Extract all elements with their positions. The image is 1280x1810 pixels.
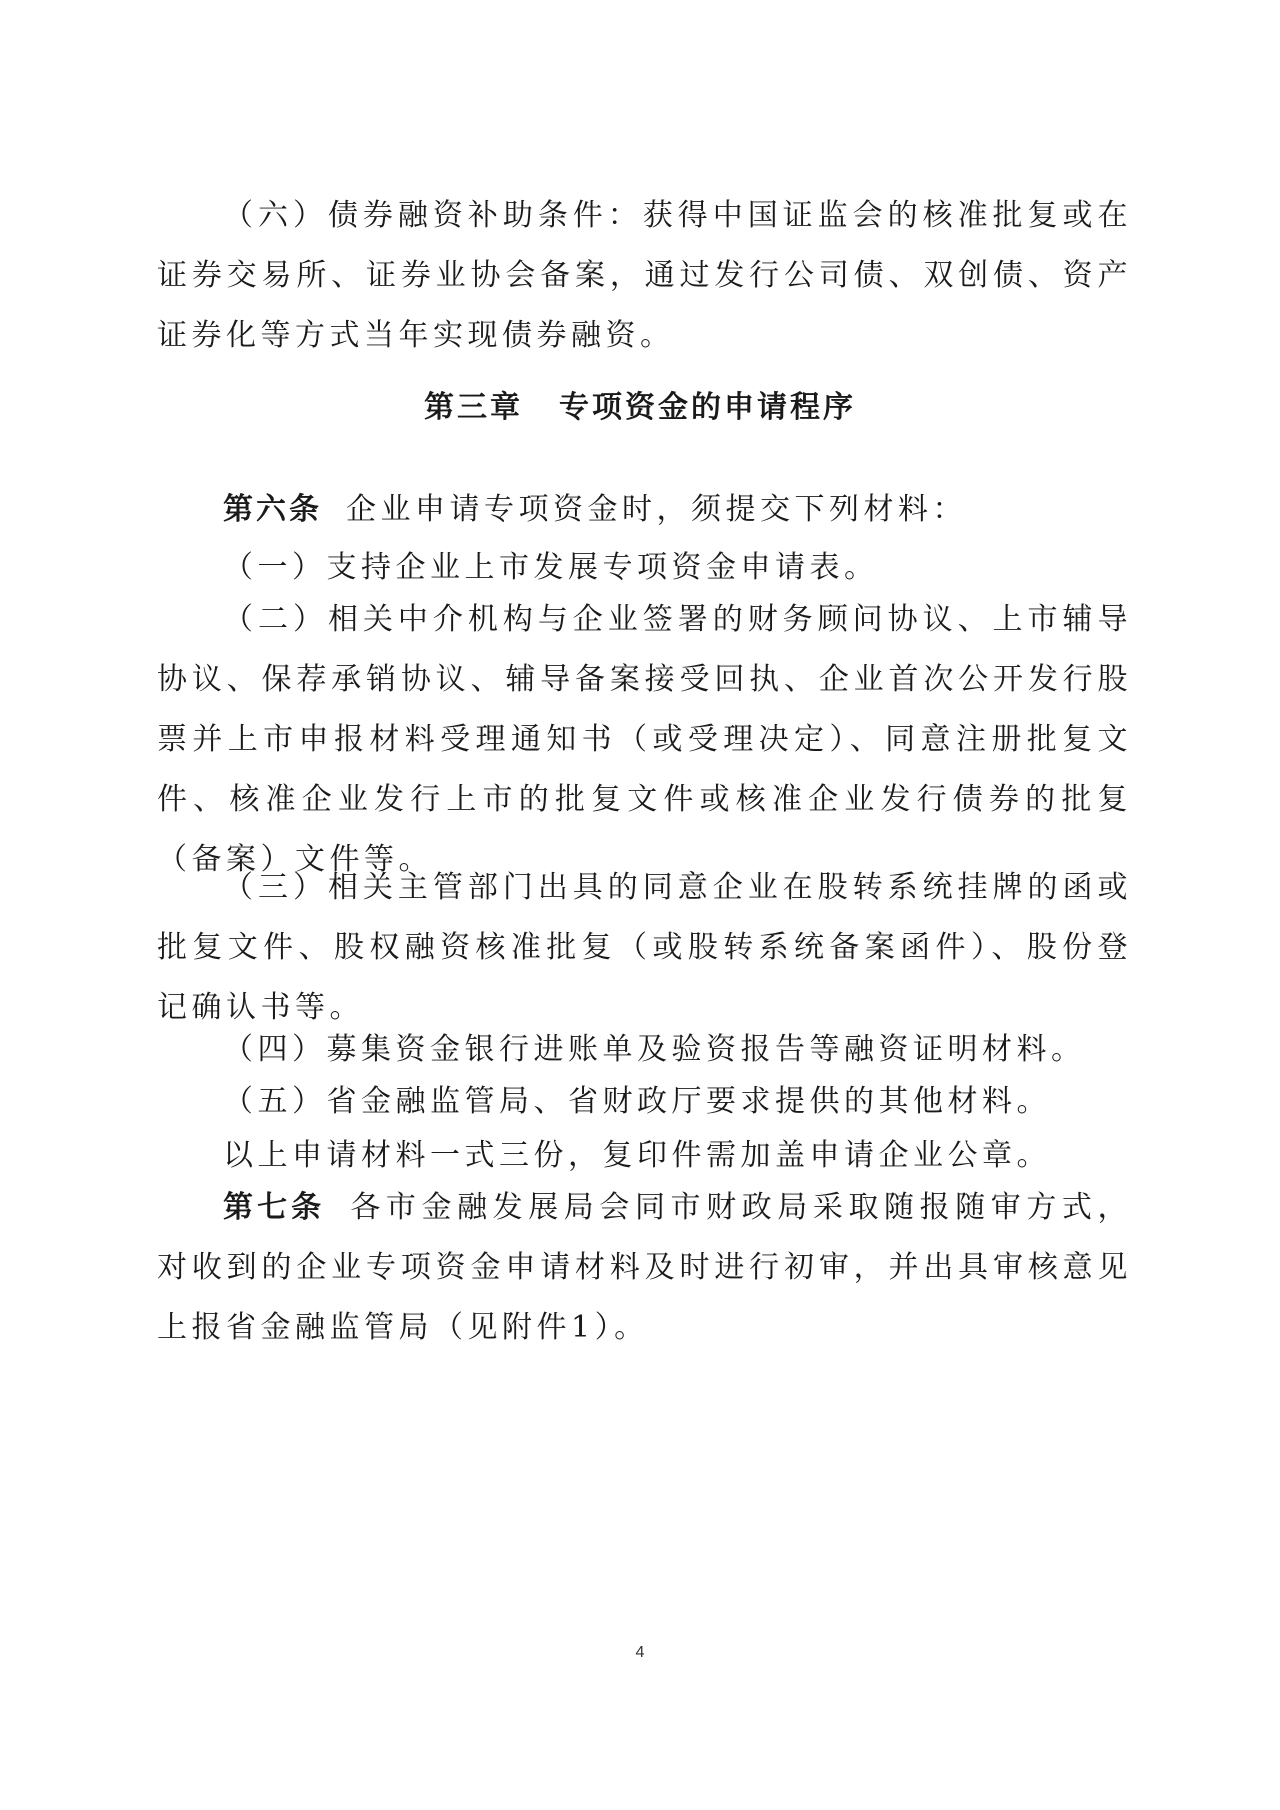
article-6-item-4: （四）募集资金银行进账单及验资报告等融资证明材料。 — [223, 1032, 1086, 1067]
article-6-item-3: （三）相关主管部门出具的同意企业在股转系统挂牌的函或批复文件、股权融资核准批复（或股转系统备案函件）、股份登记确认书等。 — [157, 870, 1132, 1025]
article-6-closing: 以上申请材料一式三份，复印件需加盖申请企业公章。 — [223, 1138, 1051, 1173]
article-6-text: 企业申请专项资金时，须提交下列材料： — [346, 492, 967, 527]
chapter-title: 专项资金的申请程序 — [559, 390, 856, 425]
article-6-label: 第六条 — [223, 492, 322, 527]
page-number: 4 — [635, 1644, 645, 1661]
article-6-item-5: （五）省金融监管局、省财政厅要求提供的其他材料。 — [223, 1084, 1051, 1119]
chapter-heading — [0, 382, 1280, 426]
paragraph-bond-financing-subsidy: （六）债券融资补助条件：获得中国证监会的核准批复或在证券交易所、证券业协会备案，通过发行公司债、双创债、资产证券化等方式当年实现债券融资。 — [157, 198, 1132, 353]
article-7-text: 各市金融发展局会同市财政局采取随报随审方式，对收到的企业专项资金申请材料及时进行初审，并出具审核意见上报省金融监管局（见附件1）。 — [157, 1190, 1133, 1345]
article-7 — [157, 1178, 1132, 1358]
article-6-intro — [157, 480, 1132, 540]
article-6-item-1: （一）支持企业上市发展专项资金申请表。 — [223, 550, 879, 585]
chapter-number: 第三章 — [424, 390, 523, 425]
article-6-item-2: （二）相关中介机构与企业签署的财务顾问协议、上市辅导协议、保荐承销协议、辅导备案接受回执、企业首次公开发行股票并上市申报材料受理通知书（或受理决定）、同意注册批复文件、核准企业发行上市的批复文件或核准企业发行债券的批复（备案）文件等。 — [157, 602, 1132, 877]
article-7-label: 第七条 — [223, 1190, 326, 1225]
